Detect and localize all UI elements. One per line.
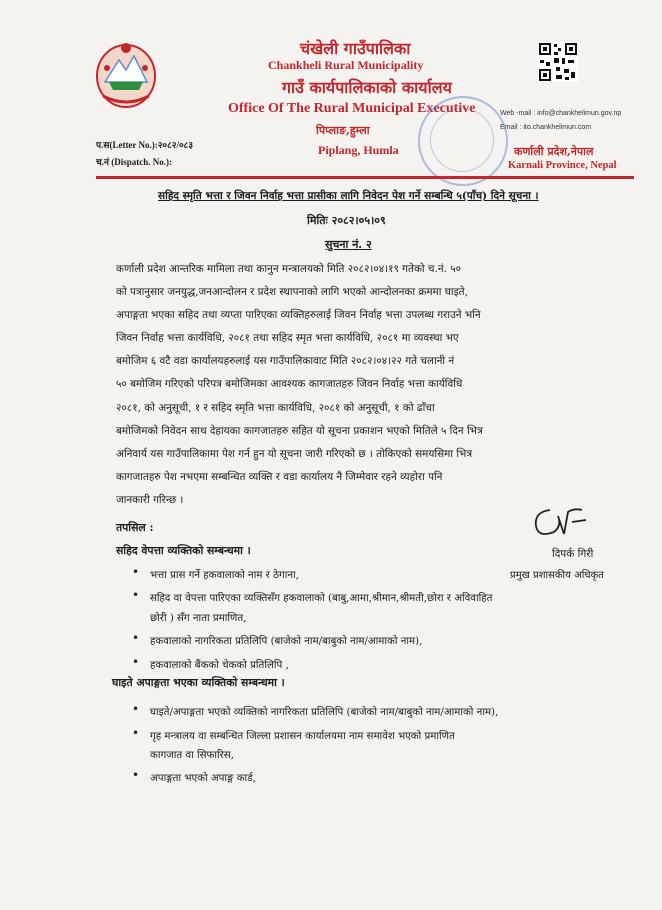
- body-line: बमोजिम ६ वटै वडा कार्यालयहरुलाई यस गाउँपालिकावाट मिति २०८२।०४।२२ गते चलानी नं: [116, 355, 455, 368]
- body-line: को पत्रानुसार जनयुद्ध,जनआन्दोलन र प्रदेश स्थापनाको लागि भएको आन्दोलनका क्रममा घाइते,: [116, 286, 468, 299]
- bullet-icon: •: [132, 655, 140, 669]
- list-item: भत्ता प्रास गर्ने हकवालाको नाम र ठेगाना,: [150, 570, 299, 581]
- section2-heading: घाइते अपाङ्गता भएका व्यक्तिको सम्बन्धमा ।: [112, 676, 285, 689]
- office-seal-inner-ring: [430, 108, 494, 172]
- list-item: घाइते/अपाङ्गता भएको व्यक्तिको नागरिकता प्रतिलिपि (बाजेको नाम/बाबुको नाम/आमाको नाम),: [150, 707, 499, 718]
- notice-number: सुचना नं. २: [325, 238, 372, 251]
- section1-heading: सहिद वेपत्ता व्यक्तिको सम्बन्धमा ।: [116, 544, 251, 557]
- notice-body: [116, 258, 634, 512]
- body-line: ५० बमोजिम गरिएको परिपत्र बमोजिमका आवश्यक कागजातहरु जिवन निर्वाह भत्ता कार्यविधि: [116, 378, 463, 391]
- notice-title: सहिद स्मृति भत्ता र जिवन निर्वाह भत्ता प्रासीका लागि निवेदन पेश गर्ने सम्बन्धि ५(पाँच) दिने सूचना ।: [158, 190, 539, 202]
- body-line: अनिवार्य यस गाउँपालिकामा पेश गर्न हुन यो सूचना जारी गरिएको छ । तोकिएको समयसिमा भित्र: [116, 447, 473, 460]
- bullet-icon: •: [132, 702, 140, 716]
- email-text: Email : ito.chankhelimun.com: [500, 124, 592, 131]
- body-line: जानकारी गरिन्छ ।: [116, 493, 184, 506]
- body-line: जिवन निर्वाह भत्ता कार्यविधि, २०८१ तथा सहिद स्मृत भत्ता कार्यविधि, २०८१ मा व्यवस्था भए: [116, 332, 459, 345]
- bullet-icon: •: [132, 631, 140, 645]
- signature-icon: [528, 502, 592, 542]
- bullet-icon: •: [132, 565, 140, 579]
- province-np: कर्णाली प्रदेश,नेपाल: [514, 145, 594, 158]
- list-item: हकवालाको बैंकको चेकको प्रतिलिपि ,: [150, 660, 289, 671]
- office-name-en: Office Of The Rural Municipal Executive: [228, 101, 476, 116]
- list-item: सहिद वा वेपत्ता पारिएका व्यक्तिसँग हकवालाको (बाबु,आमा,श्रीमान,श्रीमती,छोरा र अविवाहित: [150, 593, 493, 604]
- list-item: गृह मन्त्रालय वा सम्बन्धित जिल्ला प्रशासन कार्यालयमा नाम समावेश भएको प्रमाणित: [150, 731, 455, 742]
- qr-code-icon: [538, 42, 578, 82]
- signatory-name: दिपर्क गिरी: [552, 548, 594, 560]
- notice-date: मितिः २०८२।०५।०९: [307, 214, 386, 227]
- website-text: Web -mail : info@chankhelimun.gov.np: [500, 110, 622, 117]
- bullet-icon: •: [132, 768, 140, 782]
- location-np: पिप्लाङ,हुम्ला: [316, 124, 370, 137]
- letter-number: प.स(Letter No.):२०८२/०८३: [96, 140, 194, 150]
- body-line: अपाङ्गता भएका सहिद तथा व्यप्ता पारिएका व्यक्तिहरुलाई जिवन निर्वाह भत्ता उपलब्ध गराउने भनि: [116, 309, 481, 322]
- list-item: हकवालाको नागरिकता प्रतिलिपि (बाजेको नाम/बाबुको नाम/आमाको नाम),: [150, 636, 423, 647]
- body-line: २०८१, को अनुसूची, १ र सहिद स्मृति भत्ता कार्यविधि, २०८१ को अनुसूची, १ को ढाँचा: [116, 401, 435, 414]
- body-line: बमोजिमको निवेदन साथ देहायका कागजातहरु सहित यो सूचना प्रकाशन भएको मितिले ५ दिन भित्र: [116, 424, 483, 437]
- header-divider: [96, 176, 634, 179]
- office-name-np: गाउँ कार्यपालिकाको कार्यालय: [282, 78, 452, 97]
- municipality-name-np: चंखेली गाउँपालिका: [300, 39, 411, 58]
- body-line: कर्णाली प्रदेश आन्तरिक मामिला तथा कानुन मन्त्रालयको मिति २०८२।०४।१९ गतेको च.नं. ५०: [116, 263, 462, 275]
- dispatch-number: च.नं (Dispatch. No.):: [96, 157, 172, 167]
- bullet-icon: •: [132, 726, 140, 740]
- nepal-emblem-icon: [95, 38, 157, 110]
- list-item-continued: कागजात वा सिफारिस,: [150, 750, 234, 761]
- body-line: कागजातहरु पेश नभएमा सम्बन्धित व्यक्ति र वडा कार्यालय नै जिम्मेवार रहने व्यहोरा पनि: [116, 470, 443, 483]
- list-item-continued: छोरी ) सँग नाता प्रमाणित,: [150, 613, 247, 624]
- province-en: Karnali Province, Nepal: [508, 160, 617, 171]
- list-item: अपाङ्गता भएको अपाङ्ग कार्ड,: [150, 773, 256, 784]
- bullet-icon: •: [132, 588, 140, 602]
- signatory-title: प्रमुख प्रशासकीय अधिकृत: [510, 570, 604, 581]
- tapsil-label: तपसिल :: [116, 521, 154, 534]
- location-en: Piplang, Humla: [318, 143, 399, 157]
- municipality-name-en: Chankheli Rural Municipality: [268, 58, 424, 72]
